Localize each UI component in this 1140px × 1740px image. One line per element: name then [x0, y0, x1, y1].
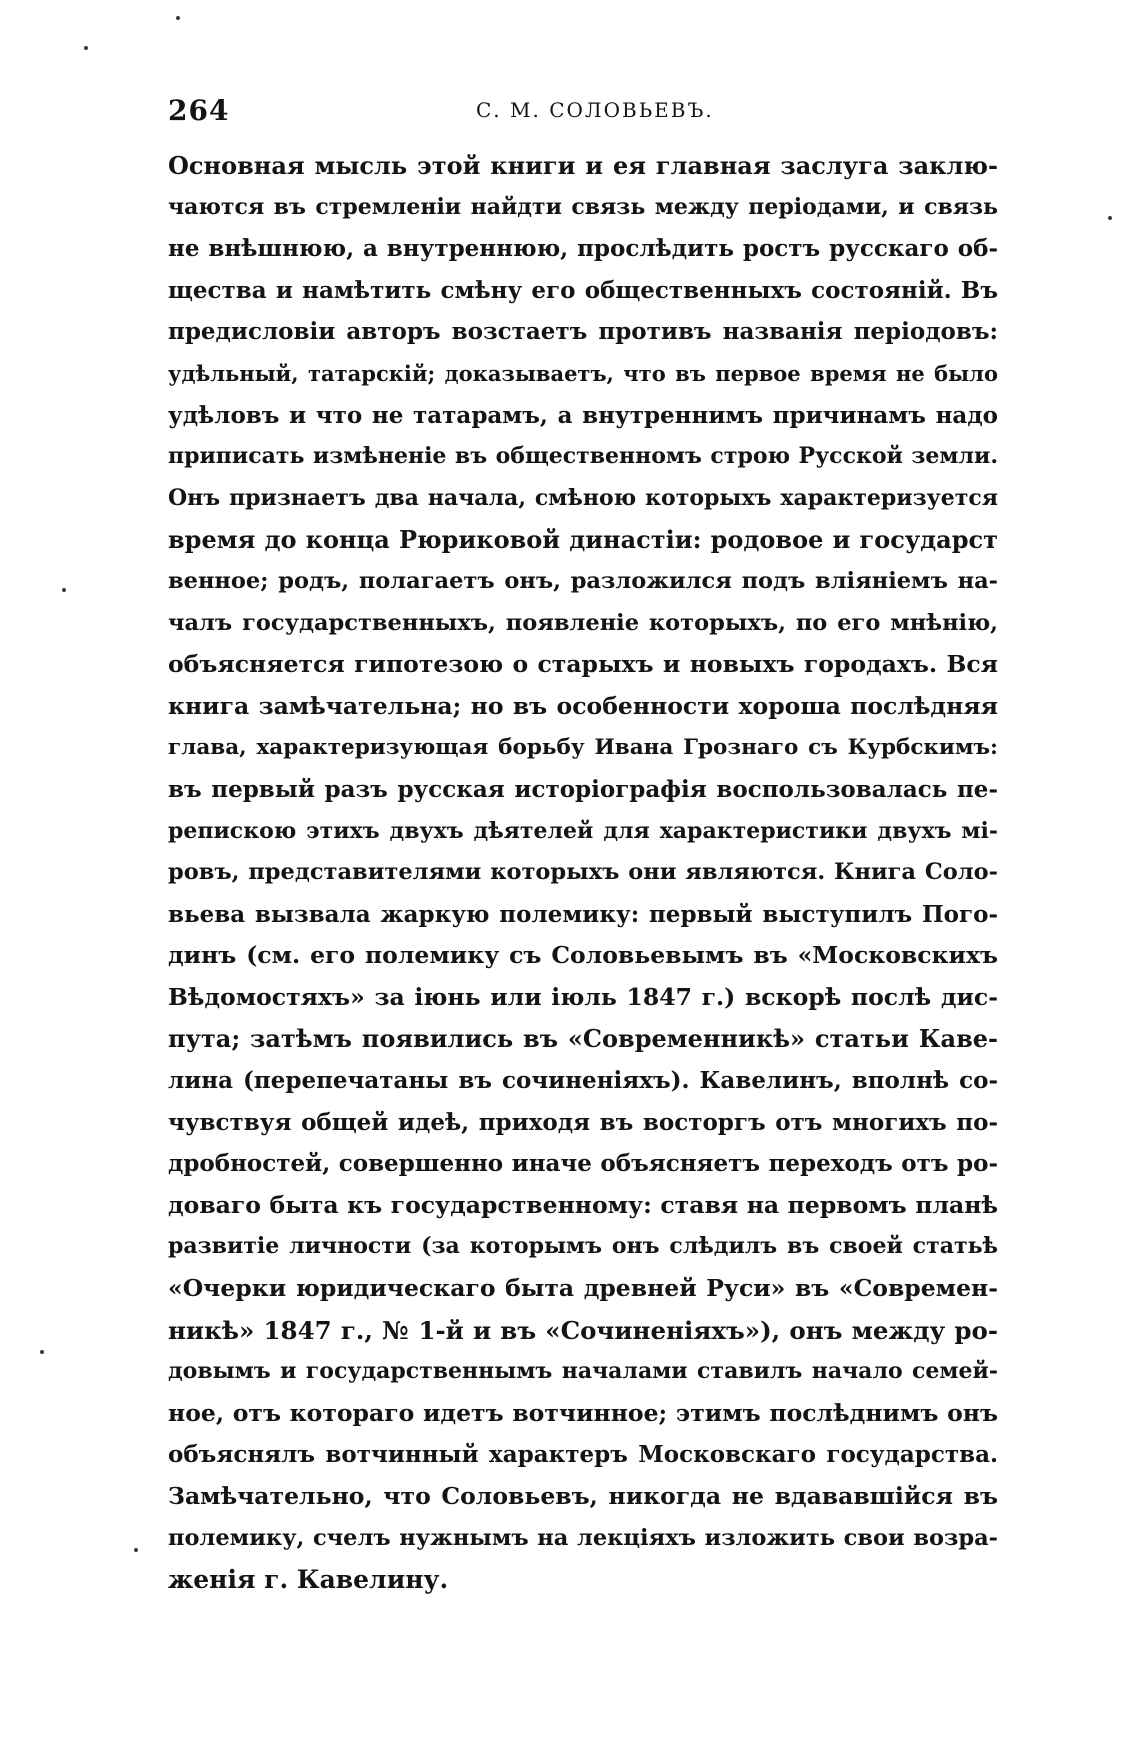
text-line: щества и намѣтить смѣну его общественныхъ состояній. Въ	[168, 276, 998, 304]
text-line: дробностей, совершенно иначе объясняетъ переходъ отъ ро-	[168, 1150, 998, 1178]
scan-speck	[1108, 216, 1112, 220]
page-header	[168, 94, 998, 134]
text-line: объяснялъ вотчинный характеръ Московскаго государства.	[168, 1441, 998, 1469]
text-line: удѣловъ и что не татарамъ, а внутреннимъ причинамъ надо	[168, 401, 998, 429]
text-line: Онъ признаетъ два начала, смѣною которыхъ характеризуется	[168, 484, 998, 511]
scan-speck	[62, 588, 66, 592]
text-line: не внѣшнюю, а внутреннюю, прослѣдить ростъ русскаго об-	[168, 235, 998, 263]
text-line: чаются въ стремленіи найдти связь между періодами, и связь	[168, 193, 998, 220]
text-line: доваго быта къ государственному: ставя на первомъ планѣ	[168, 1190, 998, 1219]
text-line-last: женія г. Кавелину.	[168, 1565, 449, 1595]
text-line: въ первый разъ русская исторіографія воспользовалась пе-	[168, 775, 998, 803]
text-line: Вѣдомостяхъ» за іюнь или іюль 1847 г.) вскорѣ послѣ дис-	[168, 982, 998, 1011]
text-line: приписать измѣненіе въ общественномъ строю Русской земли.	[168, 443, 998, 470]
text-line: глава, характеризующая борьбу Ивана Грознаго съ Курбскимъ:	[168, 735, 998, 761]
text-line: Основная мысль этой книги и ея главная заслуга заклю-	[168, 151, 998, 180]
scan-speck	[40, 1350, 44, 1354]
text-line: венное; родъ, полагаетъ онъ, разложился подъ вліяніемъ на-	[168, 567, 998, 594]
scan-speck	[176, 16, 180, 20]
page-number: 264	[168, 94, 230, 127]
body-text	[168, 145, 998, 1601]
text-line: предисловіи авторъ возстаетъ противъ названія періодовъ:	[168, 318, 998, 346]
text-line: репискою этихъ двухъ дѣятелей для характеристики двухъ мі-	[168, 817, 998, 844]
text-line: чалъ государственныхъ, появленіе которыхъ, по его мнѣнію,	[168, 609, 998, 636]
text-line: книга замѣчательна; но въ особенности хороша послѣдняя	[168, 691, 998, 720]
text-line: полемику, счелъ нужнымъ на лекціяхъ изложить свои возра-	[168, 1524, 998, 1551]
text-line: ное, отъ котораго идетъ вотчинное; этимъ послѣднимъ онъ	[168, 1398, 998, 1427]
text-line: объясняется гипотезою о старыхъ и новыхъ городахъ. Вся	[168, 650, 998, 679]
text-line: развитіе личности (за которымъ онъ слѣдилъ въ своей статьѣ	[168, 1233, 998, 1260]
text-line: время до конца Рюриковой династіи: родовое и государст	[168, 525, 998, 555]
text-line: чувствуя общей идеѣ, приходя въ восторгъ отъ многихъ по-	[168, 1108, 998, 1136]
scan-speck	[84, 46, 88, 50]
text-line: пута; затѣмъ появились въ «Современникѣ» статьи Каве-	[168, 1024, 998, 1054]
scan-speck	[134, 1548, 138, 1552]
text-line: Замѣчательно, что Соловьевъ, никогда не вдававшійся въ	[168, 1482, 998, 1510]
text-line: лина (перепечатаны въ сочиненіяхъ). Кавелинъ, вполнѣ со-	[168, 1067, 998, 1095]
text-line: ровъ, представителями которыхъ они являются. Книга Соло-	[168, 859, 998, 886]
running-head: С. М. СОЛОВЬЕВЪ.	[476, 98, 714, 122]
text-line: вьева вызвала жаркую полемику: первый выступилъ Пого-	[168, 900, 998, 928]
text-line: никѣ» 1847 г., № 1-й и въ «Сочиненіяхъ»), онъ между ро-	[168, 1315, 998, 1345]
text-line: «Очерки юридическаго быта древней Руси» въ «Современ-	[168, 1274, 998, 1303]
text-line: довымъ и государственнымъ началами ставилъ начало семей-	[168, 1358, 998, 1385]
text-line: удѣльный, татарскій; доказываетъ, что въ первое время не было	[168, 360, 998, 386]
text-line: динъ (см. его полемику съ Соловьевымъ въ «Московскихъ	[168, 941, 998, 970]
